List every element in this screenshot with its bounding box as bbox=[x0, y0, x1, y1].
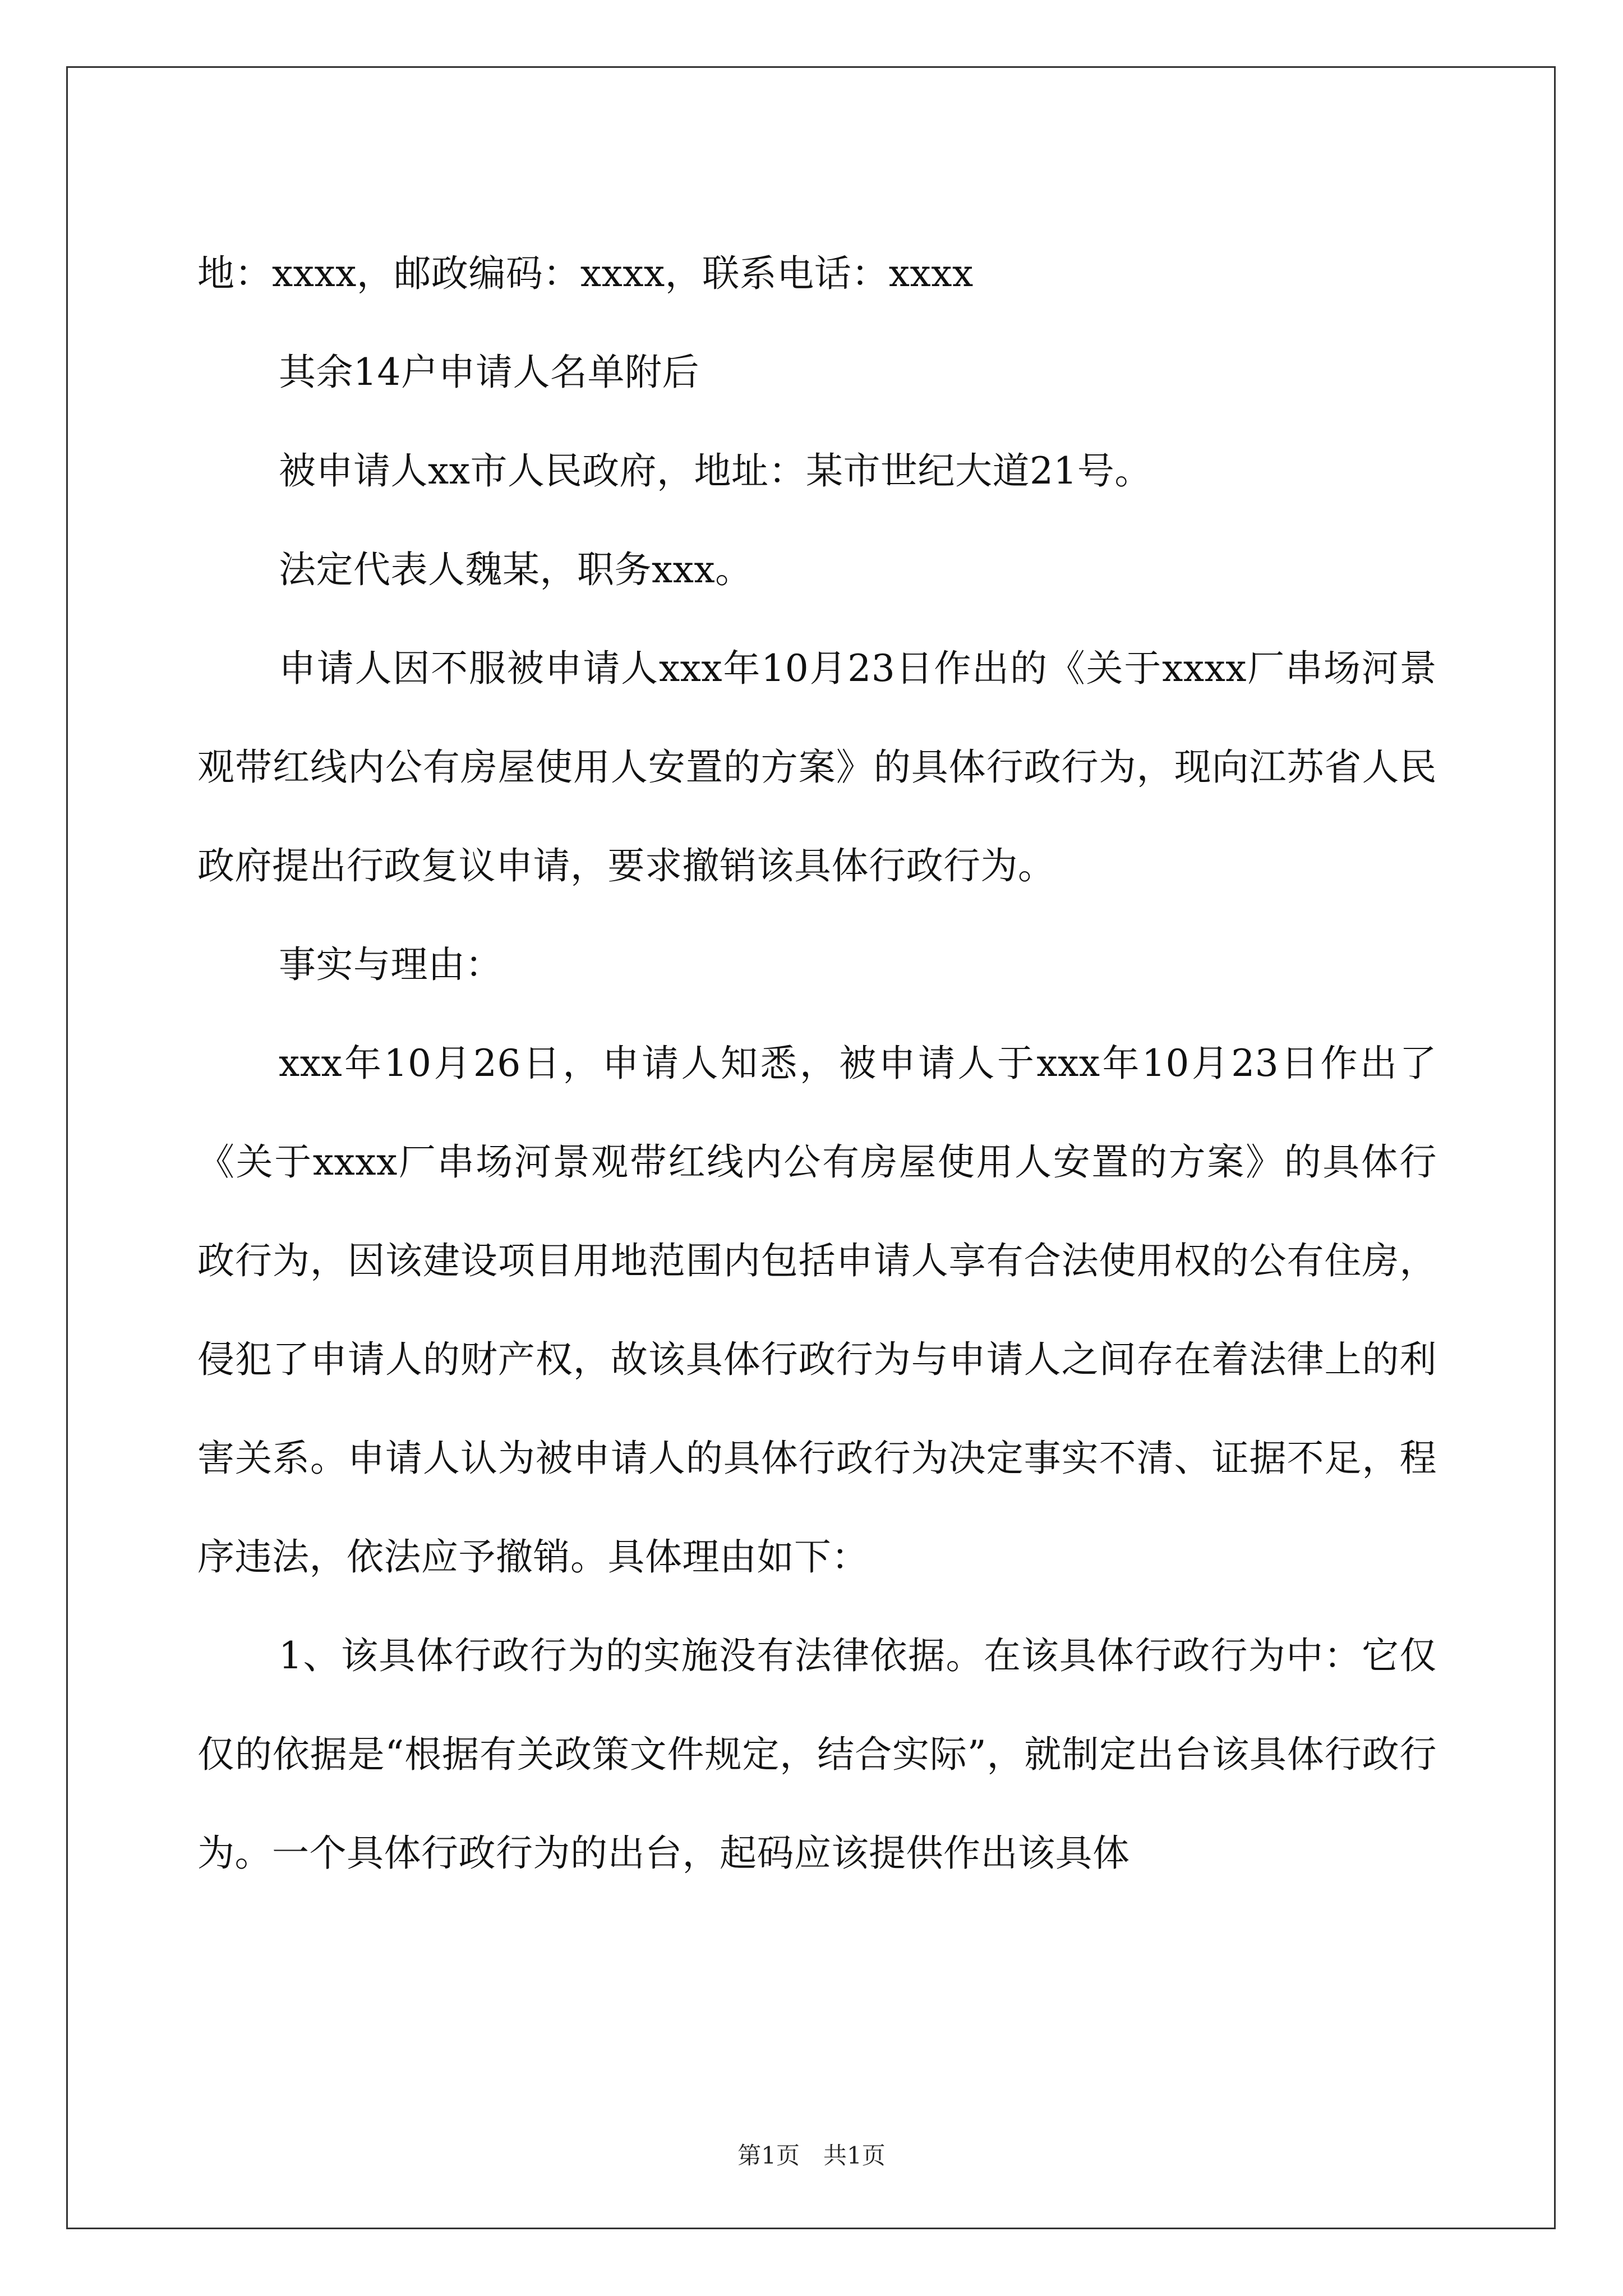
paragraph-facts: xxx年10月26日，申请人知悉，被申请人于xxx年10月23日作出了《关于xxxx厂串场河景观带红线内公有房屋使用人安置的方案》的具体行政行为，因该建设项目用地范围内包括申请人享有合法使用权的公有住房，侵犯了申请人的财产权，故该具体行政行为与申请人之间存在着法律上的利害关系。申请人认为被申请人的具体行政行为决定事实不清、证据不足，程序违法，依法应予撤销。具体理由如下： bbox=[197, 1042, 1437, 1579]
paragraph-respondent: 被申请人xx市人民政府，地址：某市世纪大道21号。 bbox=[279, 449, 1152, 493]
document-body bbox=[197, 224, 1437, 1903]
paragraph-other-applicants: 其余14户申请人名单附后 bbox=[279, 351, 699, 394]
paragraph-address: 地：xxxx，邮政编码：xxxx，联系电话：xxxx bbox=[197, 252, 974, 295]
paragraph-request: 申请人因不服被申请人xxx年10月23日作出的《关于xxxx厂串场河景观带红线内公有房屋使用人安置的方案》的具体行政行为，现向江苏省人民政府提出行政复议申请，要求撤销该具体行政行为。 bbox=[197, 647, 1437, 887]
paragraph-reason-1: 1、该具体行政行为的实施没有法律依据。在该具体行政行为中：它仅仅的依据是“根据有关政策文件规定，结合实际”，就制定出台该具体行政行为。一个具体行政行为的出台，起码应该提供作出该具体 bbox=[197, 1634, 1437, 1875]
paragraph-facts-heading: 事实与理由： bbox=[279, 943, 502, 986]
paragraph-legal-representative: 法定代表人魏某，职务xxx。 bbox=[279, 548, 753, 591]
page-footer: 第1页 共1页 bbox=[737, 2142, 886, 2169]
